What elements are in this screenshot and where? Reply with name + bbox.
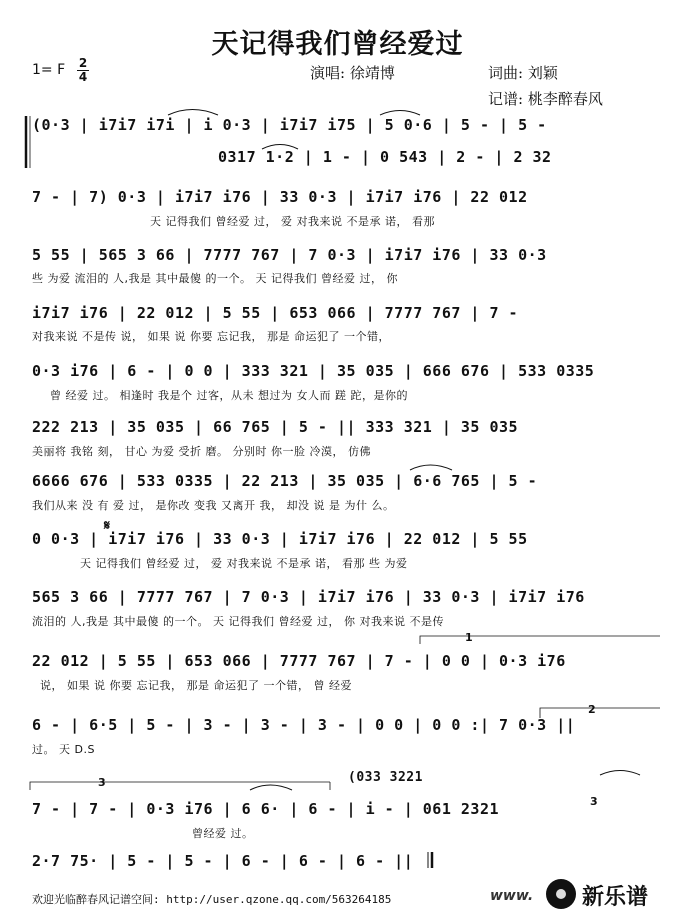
score-line-13-notes: 7 - | 7 - | 0·3 i76 | 6 6· | 6 - | i - | 061 2321 [32, 800, 500, 818]
score-line-7-lyrics: 美丽将 我铭 刻， 甘心 为爱 受折 磨。 分别时 你一脸 冷漠， 仿佛 [32, 445, 371, 458]
score-line-14-notes: 2·7 75· | 5 - | 5 - | 6 - | 6 - | 6 - || [32, 852, 414, 870]
score-line-9-notes: 0 0·3 | i7i7 i76 | 33 0·3 | i7i7 i76 | 22 012 | 5 55 [32, 530, 528, 548]
slur [410, 465, 452, 470]
score-line-4-notes: 5 55 | 565 3 66 | 7777 767 | 7 0·3 | i7i7 i76 | 33 0·3 [32, 246, 547, 264]
score-line-9-lyrics: 天 记得我们 曾经爱 过， 爱 对我来说 不是承 诺， 看那 些 为爱 [80, 557, 408, 570]
transcriber-credit: 记谱: 桃李醉春风 [488, 90, 603, 108]
triplet-mark-b: 3 [590, 795, 598, 808]
score-line-12-notes: 6 - | 6·5 | 5 - | 3 - | 3 - | 3 - | 0 0 | 0 0 :| 7 0·3 || [32, 716, 576, 734]
score-line-3-lyrics: 天 记得我们 曾经爱 过， 爱 对我来说 不是承 诺， 看那 [150, 215, 435, 228]
watermark-text: www. [490, 888, 534, 904]
score-line-13-pickup: (033 3221 [348, 770, 423, 785]
volta-bracket-1 [420, 636, 660, 644]
score-line-6-notes: 0·3 i76 | 6 - | 0 0 | 333 321 | 35 035 | 666 676 | 533 0335 [32, 362, 595, 380]
score-line-5-notes: i7i7 i76 | 22 012 | 5 55 | 653 066 | 7777 767 | 7 - [32, 304, 519, 322]
score-line-7-notes: 222 213 | 35 035 | 66 765 | 5 - || 333 321 | 35 035 [32, 418, 519, 436]
score-line-6-lyrics: 曾 经爱 过。 相逢时 我是个 过客，从未 想过为 女人而 蹉 跎，是你的 [50, 389, 408, 402]
site-logo-text: 新乐谱 [582, 885, 649, 910]
score-line-10-lyrics: 流泪的 人,我是 其中最傻 的一个。 天 记得我们 曾经爱 过， 你 对我来说 不是传 [32, 615, 444, 628]
slur [168, 110, 218, 116]
slur [600, 771, 640, 776]
disc-icon [546, 879, 576, 909]
composer-credit: 词曲: 刘颖 [488, 64, 558, 82]
score-line-8-lyrics: 我们从来 没 有 爱 过， 是你改 变我 又离开 我， 却没 说 是 为什 么。 [32, 499, 395, 512]
score-line-11-notes: 22 012 | 5 55 | 653 066 | 7777 767 | 7 - | 0 0 | 0·3 i76 [32, 652, 566, 670]
time-signature-bottom: 4 [78, 70, 88, 84]
segno-icon: 𝄋 [104, 518, 111, 534]
score-line-2-notes: 0317 1·2 | 1 - | 0 543 | 2 - | 2 32 [218, 148, 552, 166]
score-line-13-lyrics: 曾经爱 过。 [192, 827, 254, 840]
footer-website-text: 欢迎光临醉春风记谱空间: http://user.qzone.qq.com/563264185 [32, 893, 392, 906]
score-line-1-notes: (0·3 | i7i7 i7i | i 0·3 | i7i7 i75 | 5 0·6 | 5 - | 5 - [32, 116, 547, 134]
site-logo [544, 875, 670, 913]
key-signature: 1= F [32, 62, 66, 78]
singer-credit: 演唱: 徐靖博 [310, 64, 395, 82]
score-line-4-lyrics: 些 为爱 流泪的 人,我是 其中最傻 的一个。 天 记得我们 曾经爱 过， 你 [32, 272, 398, 285]
slur [380, 111, 420, 116]
coda-bracket [30, 782, 330, 790]
score-line-11-lyrics: 说， 如果 说 你要 忘记我， 那是 命运犯了 一个错， 曾 经爱 [40, 679, 352, 692]
volta-1-label: 1 [465, 631, 473, 644]
triplet-mark: 3 [98, 776, 106, 789]
score-line-12-lyrics: 过。 天 D.S [32, 743, 95, 756]
score-title: 天记得我们曾经爱过 [211, 29, 464, 60]
volta-2-label: 2 [588, 703, 596, 716]
score-line-8-notes: 6666 676 | 533 0335 | 22 213 | 35 035 | 6·6 765 | 5 - [32, 472, 538, 490]
score-line-10-notes: 565 3 66 | 7777 767 | 7 0·3 | i7i7 i76 | 33 0·3 | i7i7 i76 [32, 588, 585, 606]
slur [250, 785, 292, 790]
score-line-3-notes: 7 - | 7) 0·3 | i7i7 i76 | 33 0·3 | i7i7 i76 | 22 012 [32, 188, 528, 206]
score-line-5-lyrics: 对我来说 不是传 说， 如果 说 你要 忘记我， 那是 命运犯了 一个错， [32, 330, 390, 343]
time-signature-top: 2 [78, 56, 88, 70]
